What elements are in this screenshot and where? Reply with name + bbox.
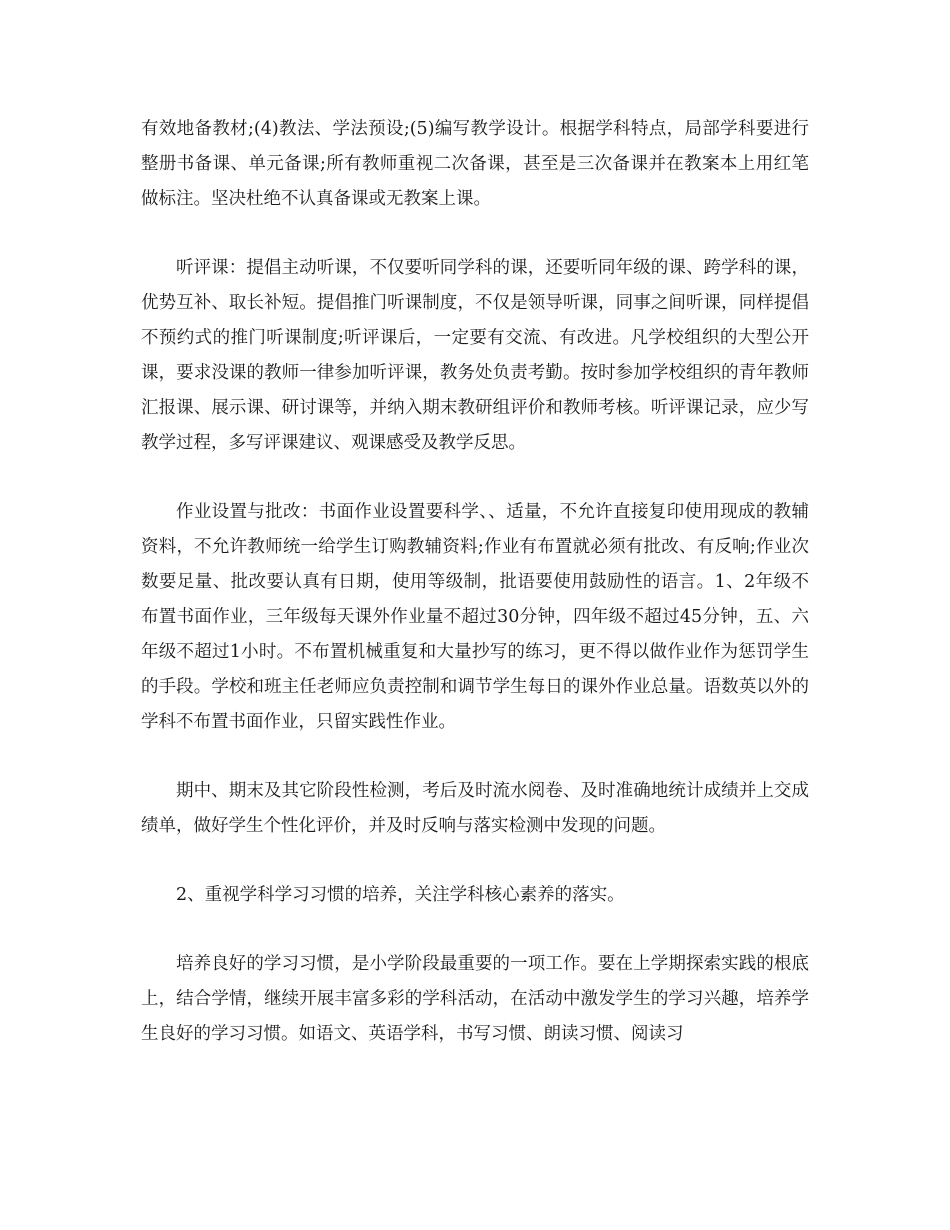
paragraph-lesson-observation: 听评课：提倡主动听课，不仅要听同学科的课，还要听同年级的课、跨学科的课，优势互补、取长补短。提倡推门听课制度，不仅是领导听课，同事之间听课，同样提倡不预约式的推门听课制度;听评课后，一定要有交流、有改进。凡学校组织的大型公开课，要求没课的教师一律参加听评课，教务处负责考勤。按时参加学校组织的青年教师汇报课、展示课、研讨课等，并纳入期末教研组评价和教师考核。听评课记录，应少写教学过程，多写评课建议、观课感受及教学反思。 [141,258,809,453]
document-body [141,112,809,1086]
paragraph-study-habits: 培养良好的学习习惯，是小学阶段最重要的一项工作。要在上学期探索实践的根底上，结合学情，继续开展丰富多彩的学科活动，在活动中激发学生的学习兴趣，培养学生良好的学习习惯。如语文、英语学科，书写习惯、朗读习惯、阅读习 [141,954,809,1044]
paragraph-exams: 期中、期末及其它阶段性检测，考后及时流水阅卷、及时准确地统计成绩并上交成绩单，做好学生个性化评价，并及时反响与落实检测中发现的问题。 [141,781,809,836]
paragraph-homework: 作业设置与批改：书面作业设置要科学、、适量，不允许直接复印使用现成的教辅资料，不允许教师统一给学生订购教辅资料;作业有布置就必须有批改、有反响;作业次数要足量、批改要认真有日期，使用等级制，批语要使用鼓励性的语言。1、2年级不布置书面作业，三年级每天课外作业量不超过30分钟，四年级不超过45分钟，五、六年级不超过1小时。不布置机械重复和大量抄写的练习，更不得以做作业作为惩罚学生的手段。学校和班主任老师应负责控制和调节学生每日的课外作业总量。语数英以外的学科不布置书面作业，只留实践性作业。 [141,502,809,732]
paragraph-section-heading: 2、重视学科学习习惯的培养，关注学科核心素养的落实。 [176,885,625,905]
paragraph-lesson-prep: 有效地备教材;(4)教法、学法预设;(5)编写教学设计。根据学科特点，局部学科要进行整册书备课、单元备课;所有教师重视二次备课，甚至是三次备课并在教案本上用红笔做标注。坚决杜绝不认真备课或无教案上课。 [141,119,809,209]
